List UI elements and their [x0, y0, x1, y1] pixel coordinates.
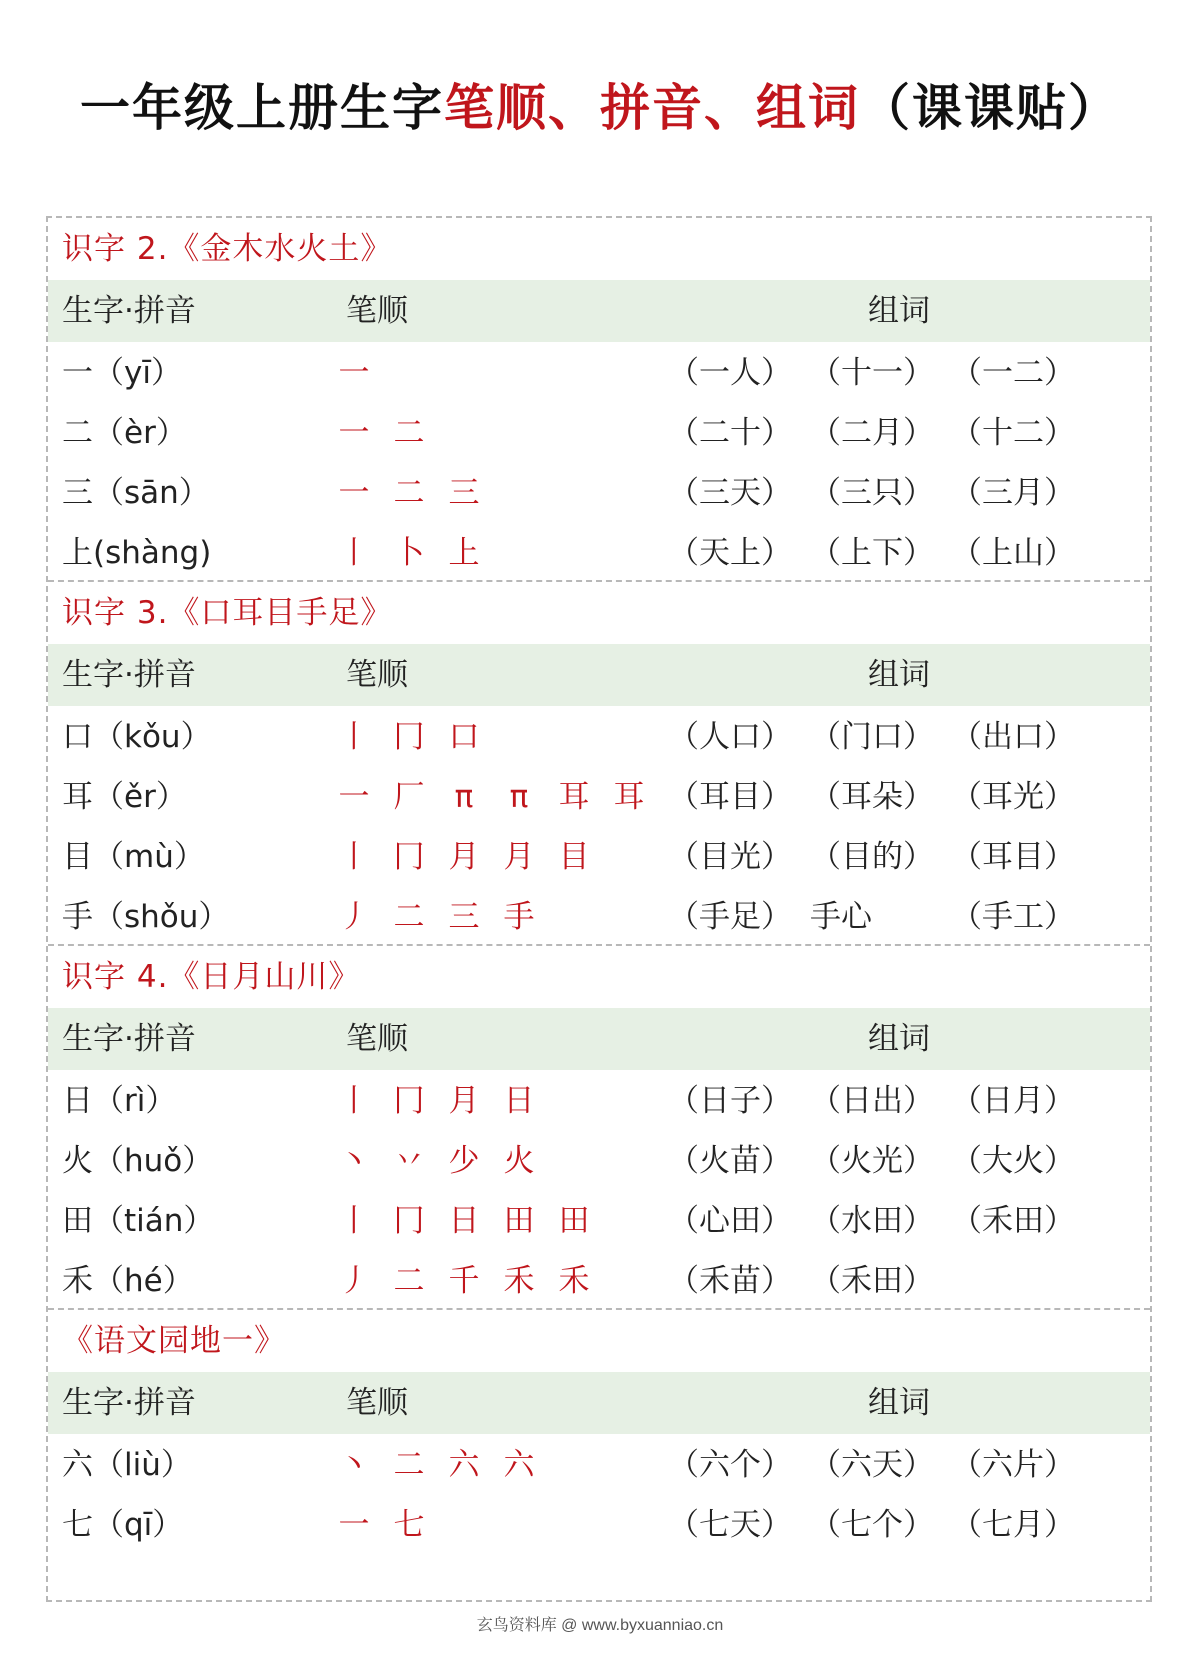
stroke-step: 目 — [558, 839, 590, 875]
word-example: （七月） — [951, 1507, 1075, 1543]
word-example: （七天） — [668, 1507, 792, 1543]
stroke-order-sequence — [326, 522, 706, 585]
character-row — [48, 766, 1150, 829]
word-example: （天上） — [668, 535, 792, 571]
stroke-order-sequence — [326, 1434, 706, 1497]
word-example: （六片） — [951, 1447, 1075, 1483]
table-header-row — [48, 644, 1150, 706]
stroke-step: π — [509, 779, 529, 815]
stroke-step: 上 — [448, 535, 480, 571]
word-example: （日月） — [951, 1083, 1075, 1119]
word-example: 手心 — [810, 899, 872, 935]
header-stroke-order: 笔顺 — [346, 293, 408, 329]
stroke-step: 丿 — [338, 899, 370, 935]
stroke-step: 七 — [393, 1507, 425, 1543]
stroke-step: 三 — [448, 899, 480, 935]
character-pinyin: 禾（hé） — [62, 1263, 194, 1299]
character-pinyin: 火（huǒ） — [62, 1143, 214, 1179]
stroke-step: 手 — [503, 899, 535, 935]
word-example: （手工） — [951, 899, 1075, 935]
word-example: （耳朵） — [810, 779, 934, 815]
stroke-order-sequence — [326, 886, 706, 949]
stroke-step: 一 — [338, 1507, 370, 1543]
header-char-pinyin: 生字·拼音 — [62, 1385, 196, 1421]
stroke-step: 禾 — [503, 1263, 535, 1299]
stroke-step: 丨 — [338, 1083, 370, 1119]
word-example: （一二） — [951, 355, 1075, 391]
page-title — [0, 68, 1200, 140]
stroke-step: 冂 — [393, 839, 425, 875]
header-stroke-order: 笔顺 — [346, 1385, 408, 1421]
section-title: 识字 2.《金木水火土》 — [62, 231, 393, 267]
word-example: （目光） — [668, 839, 792, 875]
header-char-pinyin: 生字·拼音 — [62, 1021, 196, 1057]
character-row — [48, 826, 1150, 889]
stroke-step: 月 — [448, 839, 480, 875]
character-pinyin: 七（qī） — [62, 1507, 184, 1543]
stroke-step: 丨 — [338, 839, 370, 875]
stroke-step: 丷 — [393, 1143, 425, 1179]
stroke-step: 二 — [393, 1263, 425, 1299]
stroke-step: 一 — [338, 355, 370, 391]
stroke-step: 丿 — [338, 1263, 370, 1299]
word-example: （心田） — [668, 1203, 792, 1239]
watermark-footer: 玄鸟资料库 @ www.byxuanniao.cn — [476, 1617, 724, 1634]
header-char-pinyin: 生字·拼音 — [62, 657, 196, 693]
stroke-order-sequence — [326, 342, 706, 405]
character-row — [48, 462, 1150, 525]
character-pinyin: 田（tián） — [62, 1203, 215, 1239]
stroke-step: 冂 — [393, 1203, 425, 1239]
table-header-row — [48, 1372, 1150, 1434]
stroke-step: 千 — [448, 1263, 480, 1299]
word-example: （手足） — [668, 899, 792, 935]
header-words: 组词 — [868, 657, 930, 693]
header-words: 组词 — [868, 293, 930, 329]
word-example: （人口） — [668, 719, 792, 755]
word-example: （二十） — [668, 415, 792, 451]
character-pinyin: 手（shǒu） — [62, 899, 230, 935]
section-title: 识字 3.《口耳目手足》 — [62, 595, 393, 631]
stroke-step: 禾 — [558, 1263, 590, 1299]
stroke-order-sequence — [326, 462, 706, 525]
character-pinyin: 口（kǒu） — [62, 719, 212, 755]
header-words: 组词 — [868, 1021, 930, 1057]
header-stroke-order: 笔顺 — [346, 657, 408, 693]
stroke-step: 火 — [503, 1143, 535, 1179]
character-row — [48, 402, 1150, 465]
stroke-step: 耳 — [558, 779, 590, 815]
word-example: （上山） — [951, 535, 1075, 571]
header-stroke-order: 笔顺 — [346, 1021, 408, 1057]
header-char-pinyin: 生字·拼音 — [62, 293, 196, 329]
stroke-step: π — [454, 779, 474, 815]
stroke-step: 冂 — [393, 1083, 425, 1119]
character-pinyin: 目（mù） — [62, 839, 205, 875]
word-example: （六天） — [810, 1447, 934, 1483]
stroke-step: 一 — [338, 779, 370, 815]
word-example: （出口） — [951, 719, 1075, 755]
stroke-step: 六 — [503, 1447, 535, 1483]
stroke-order-sequence — [326, 1130, 706, 1193]
word-example: （日出） — [810, 1083, 934, 1119]
character-row — [48, 1494, 1150, 1557]
character-row — [48, 706, 1150, 769]
stroke-step: 日 — [503, 1083, 535, 1119]
word-example: （目的） — [810, 839, 934, 875]
table-header-row — [48, 280, 1150, 342]
stroke-step: 丶 — [338, 1143, 370, 1179]
word-example: （禾田） — [951, 1203, 1075, 1239]
title-part-1: 一年级上册生字 — [80, 79, 444, 137]
character-pinyin: 六（liù） — [62, 1447, 192, 1483]
stroke-step: 丶 — [338, 1447, 370, 1483]
character-row — [48, 342, 1150, 405]
character-pinyin: 日（rì） — [62, 1083, 177, 1119]
word-example: （禾田） — [810, 1263, 934, 1299]
stroke-step: 一 — [338, 415, 370, 451]
stroke-order-sequence — [326, 706, 706, 769]
stroke-order-sequence — [326, 402, 706, 465]
word-example: （上下） — [810, 535, 934, 571]
word-example: （十一） — [810, 355, 934, 391]
character-pinyin: 耳（ěr） — [62, 779, 187, 815]
word-example: （二月） — [810, 415, 934, 451]
stroke-step: 二 — [393, 415, 425, 451]
word-example: （十二） — [951, 415, 1075, 451]
stroke-step: 田 — [558, 1203, 590, 1239]
stroke-step: 二 — [393, 475, 425, 511]
character-row — [48, 522, 1150, 585]
character-row — [48, 1130, 1150, 1193]
stroke-order-sequence — [326, 1070, 706, 1133]
stroke-step: 丨 — [338, 1203, 370, 1239]
stroke-step: 月 — [448, 1083, 480, 1119]
stroke-order-sequence — [326, 826, 706, 889]
character-row — [48, 1250, 1150, 1313]
stroke-step: 二 — [393, 1447, 425, 1483]
stroke-step: 一 — [338, 475, 370, 511]
character-pinyin: 上(shàng) — [62, 535, 212, 571]
word-example: （水田） — [810, 1203, 934, 1239]
stroke-step: 日 — [448, 1203, 480, 1239]
word-example: （耳目） — [668, 779, 792, 815]
stroke-step: 田 — [503, 1203, 535, 1239]
word-example: （火苗） — [668, 1143, 792, 1179]
stroke-step: 厂 — [393, 779, 425, 815]
worksheet-table — [46, 216, 1152, 1602]
character-pinyin: 二（èr） — [62, 415, 187, 451]
stroke-order-sequence — [326, 766, 706, 829]
word-example: （禾苗） — [668, 1263, 792, 1299]
word-example: （一人） — [668, 355, 792, 391]
character-row — [48, 886, 1150, 949]
character-row — [48, 1434, 1150, 1497]
stroke-step: 六 — [448, 1447, 480, 1483]
character-row — [48, 1190, 1150, 1253]
word-example: （日子） — [668, 1083, 792, 1119]
word-example: （六个） — [668, 1447, 792, 1483]
character-row — [48, 1070, 1150, 1133]
stroke-step: 丨 — [338, 719, 370, 755]
word-example: （七个） — [810, 1507, 934, 1543]
stroke-step: 三 — [448, 475, 480, 511]
character-pinyin: 一（yī） — [62, 355, 182, 391]
table-header-row — [48, 1008, 1150, 1070]
stroke-step: 少 — [448, 1143, 480, 1179]
stroke-step: 口 — [448, 719, 480, 755]
word-example: （三月） — [951, 475, 1075, 511]
word-example: （三只） — [810, 475, 934, 511]
header-words: 组词 — [868, 1385, 930, 1421]
word-example: （耳目） — [951, 839, 1075, 875]
section-title: 《语文园地一》 — [62, 1323, 286, 1359]
stroke-step: 二 — [393, 899, 425, 935]
word-example: （耳光） — [951, 779, 1075, 815]
stroke-order-sequence — [326, 1190, 706, 1253]
stroke-order-sequence — [326, 1494, 706, 1557]
word-example: （门口） — [810, 719, 934, 755]
stroke-step: 耳 — [613, 779, 645, 815]
stroke-step: 丨 — [338, 535, 370, 571]
stroke-step: 月 — [503, 839, 535, 875]
word-example: （三天） — [668, 475, 792, 511]
stroke-step: 卜 — [393, 535, 425, 571]
word-example: （火光） — [810, 1143, 934, 1179]
section-title: 识字 4.《日月山川》 — [62, 959, 361, 995]
stroke-step: 冂 — [393, 719, 425, 755]
title-part-3: （课课贴） — [860, 79, 1120, 137]
stroke-order-sequence — [326, 1250, 706, 1313]
title-part-2: 笔顺、拼音、组词 — [444, 79, 860, 137]
character-pinyin: 三（sān） — [62, 475, 210, 511]
word-example: （大火） — [951, 1143, 1075, 1179]
